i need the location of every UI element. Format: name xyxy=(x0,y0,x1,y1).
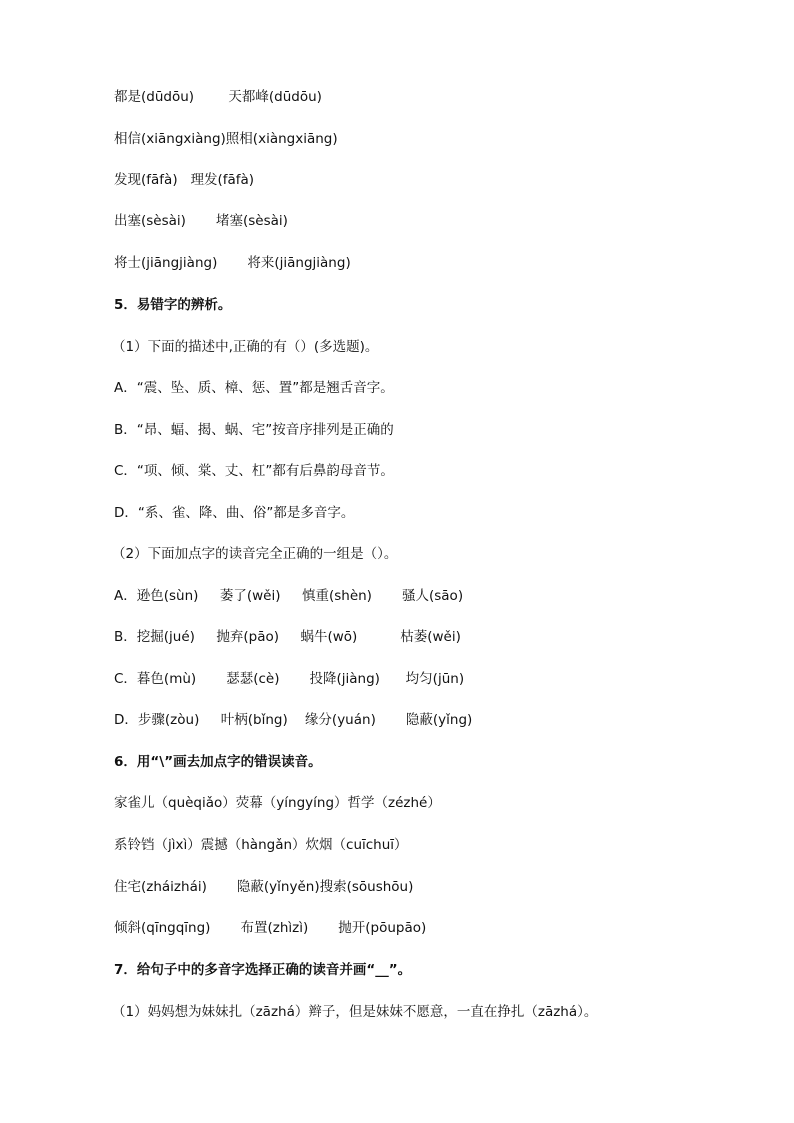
text-line: 系铃铛（jìxì）震撼（hàngǎn）炊烟（cuīchuī） xyxy=(114,837,408,853)
text-line: 住宅(zháizhái) 隐蔽(yǐnyěn)搜索(sōushōu) xyxy=(114,879,414,895)
option-line: C．“项、倾、棠、丈、杠”都有后鼻韵母音节。 xyxy=(114,463,394,479)
text-line: （1）妈妈想为妹妹扎（zāzhá）辫子，但是妹妹不愿意，一直在挣扎（zāzhá）。 xyxy=(112,1004,598,1020)
text-line: （2）下面加点字的读音完全正确的一组是（）。 xyxy=(112,546,398,562)
option-line: D．“系、雀、降、曲、俗”都是多音字。 xyxy=(114,505,355,521)
option-line: A．“震、坠、质、樟、惩、置”都是翘舌音字。 xyxy=(114,380,394,396)
question-heading: 5．易错字的辨析。 xyxy=(114,297,232,313)
text-line: 家雀儿（quèqiǎo）荧幕（yíngyíng）哲学（zézhé） xyxy=(114,795,441,811)
text-line: 倾斜(qīngqīng) 布置(zhìzì) 抛开(pōupāo) xyxy=(114,920,427,936)
option-line: B．挖掘(jué) 抛弃(pāo) 蜗牛(wō) 枯萎(wěi) xyxy=(114,629,461,645)
text-line: 出塞(sèsài) 堵塞(sèsài) xyxy=(114,213,288,229)
text-line: 都是(dūdōu) 天都峰(dūdōu) xyxy=(114,89,322,105)
question-heading: 6．用“\”画去加点字的错误读音。 xyxy=(114,754,322,770)
option-line: A．逊色(sùn) 萎了(wěi) 慎重(shèn) 骚人(sāo) xyxy=(114,588,464,604)
question-heading: 7．给句子中的多音字选择正确的读音并画“__”。 xyxy=(114,962,412,978)
option-line: D．步骤(zòu) 叶柄(bǐng) 缘分(yuán) 隐蔽(yǐng) xyxy=(114,712,473,728)
text-line: （1）下面的描述中,正确的有（）(多选题)。 xyxy=(112,339,379,355)
text-line: 将士(jiāngjiàng) 将来(jiāngjiàng) xyxy=(114,255,351,271)
option-line: C．暮色(mù) 瑟瑟(cè) 投降(jiàng) 均匀(jūn) xyxy=(114,671,465,687)
option-line: B．“昂、蝠、揭、蜗、宅”按音序排列是正确的 xyxy=(114,422,394,438)
text-line: 相信(xiāngxiàng)照相(xiàngxiāng) xyxy=(114,131,338,147)
text-line: 发现(fāfà) 理发(fāfà) xyxy=(114,172,255,188)
